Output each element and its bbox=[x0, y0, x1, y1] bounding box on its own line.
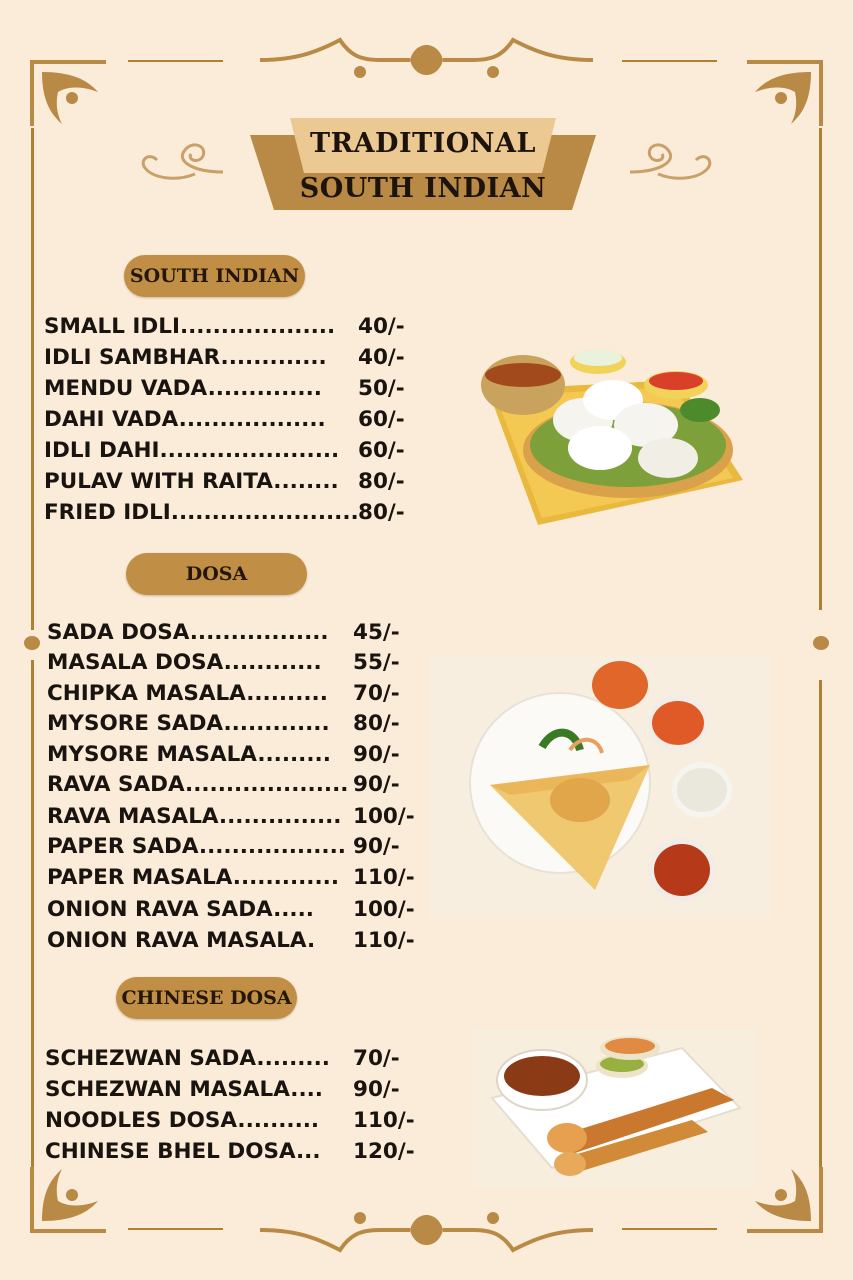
top-flourish-ornament bbox=[260, 30, 593, 90]
item-name: SADA DOSA................. bbox=[47, 620, 329, 645]
item-name: ONION RAVA MASALA. bbox=[47, 928, 316, 953]
menu-list-dosa bbox=[47, 620, 427, 960]
item-price: 90/- bbox=[353, 772, 400, 797]
item-name: SMALL IDLI................... bbox=[44, 314, 336, 339]
item-price: 45/- bbox=[353, 620, 400, 645]
title-line-2: SOUTH INDIAN bbox=[299, 173, 547, 204]
item-name: CHINESE BHEL DOSA... bbox=[45, 1139, 321, 1164]
item-price: 55/- bbox=[353, 650, 400, 675]
item-name: IDLI DAHI...................... bbox=[44, 438, 340, 463]
item-name: MYSORE MASALA......... bbox=[47, 742, 331, 767]
frame-left-dot bbox=[24, 636, 40, 650]
item-price: 90/- bbox=[353, 742, 400, 767]
frame-bottom-line-left bbox=[128, 1228, 223, 1230]
item-name: CHIPKA MASALA.......... bbox=[47, 681, 328, 706]
item-price: 70/- bbox=[353, 681, 400, 706]
item-name: SCHEZWAN SADA......... bbox=[45, 1046, 330, 1071]
frame-right-line bbox=[819, 128, 822, 610]
chinese-dosa-plate-image bbox=[472, 1028, 757, 1188]
item-name: ONION RAVA SADA..... bbox=[47, 897, 314, 922]
item-name: PAPER SADA.................. bbox=[47, 834, 346, 859]
frame-right-line-lower bbox=[819, 680, 822, 1170]
item-price: 40/- bbox=[358, 345, 405, 370]
item-price: 70/- bbox=[353, 1046, 400, 1071]
item-price: 40/- bbox=[358, 314, 405, 339]
item-name: PULAV WITH RAITA........ bbox=[44, 469, 339, 494]
item-name: RAVA MASALA............... bbox=[47, 804, 342, 829]
item-name: NOODLES DOSA.......... bbox=[45, 1108, 320, 1133]
item-price: 100/- bbox=[353, 897, 415, 922]
item-price: 110/- bbox=[353, 865, 415, 890]
section-heading-chinese-dosa: CHINESE DOSA bbox=[116, 977, 297, 1019]
corner-ornament-top-right bbox=[745, 58, 825, 128]
frame-bottom-line-right bbox=[622, 1228, 717, 1230]
bottom-flourish-ornament bbox=[260, 1200, 593, 1260]
item-price: 80/- bbox=[358, 500, 405, 525]
menu-list-south-indian bbox=[44, 314, 424, 529]
section-heading-south-indian: SOUTH INDIAN bbox=[124, 255, 305, 297]
right-swirl-ornament bbox=[628, 132, 718, 187]
frame-left-line bbox=[31, 128, 34, 630]
item-price: 60/- bbox=[358, 407, 405, 432]
left-swirl-ornament bbox=[135, 132, 225, 187]
frame-top-line-left bbox=[128, 60, 223, 62]
item-price: 80/- bbox=[353, 711, 400, 736]
item-name: FRIED IDLI....................... bbox=[44, 500, 359, 525]
item-price: 110/- bbox=[353, 1108, 415, 1133]
menu-list-chinese-dosa bbox=[45, 1046, 425, 1176]
item-name: RAVA SADA.................... bbox=[47, 772, 349, 797]
item-name: MENDU VADA.............. bbox=[44, 376, 322, 401]
dosa-plate-image bbox=[430, 655, 770, 920]
item-price: 90/- bbox=[353, 834, 400, 859]
item-price: 50/- bbox=[358, 376, 405, 401]
item-price: 90/- bbox=[353, 1077, 400, 1102]
item-name: SCHEZWAN MASALA.... bbox=[45, 1077, 323, 1102]
item-name: MYSORE SADA............. bbox=[47, 711, 330, 736]
item-price: 80/- bbox=[358, 469, 405, 494]
item-price: 60/- bbox=[358, 438, 405, 463]
item-name: PAPER MASALA............. bbox=[47, 865, 339, 890]
frame-right-dot bbox=[813, 636, 829, 650]
title-banner bbox=[250, 115, 596, 215]
corner-ornament-top-left bbox=[28, 58, 108, 128]
section-heading-dosa: DOSA bbox=[126, 553, 307, 595]
item-price: 100/- bbox=[353, 804, 415, 829]
idli-plate-image bbox=[478, 340, 748, 530]
frame-left-line-lower bbox=[31, 660, 34, 1170]
item-name: DAHI VADA.................. bbox=[44, 407, 326, 432]
frame-top-line-right bbox=[622, 60, 717, 62]
item-price: 110/- bbox=[353, 928, 415, 953]
corner-ornament-bottom-right bbox=[745, 1165, 825, 1235]
item-name: IDLI SAMBHAR............. bbox=[44, 345, 327, 370]
item-price: 120/- bbox=[353, 1139, 415, 1164]
title-line-1: TRADITIONAL bbox=[310, 128, 536, 159]
item-name: MASALA DOSA............ bbox=[47, 650, 322, 675]
